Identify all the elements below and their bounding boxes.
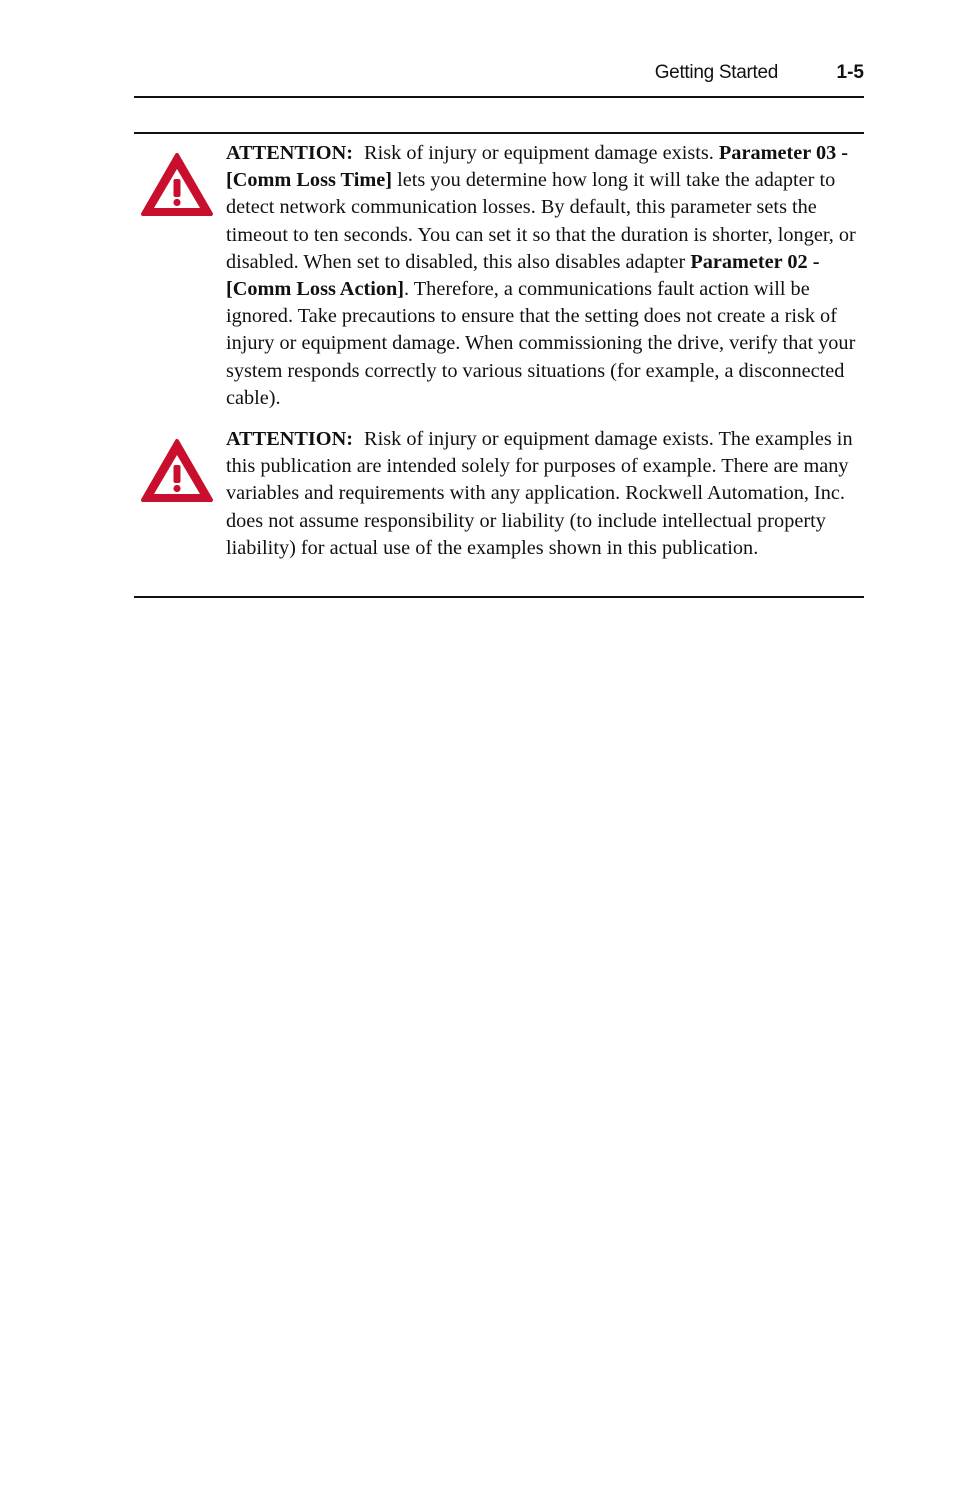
- attention-text-2: [226, 426, 858, 562]
- parameter-reference: Parameter 03 - [Comm Loss Time]: [226, 142, 849, 192]
- warning-triangle-icon: [140, 438, 214, 504]
- page-header: [134, 58, 864, 94]
- notice-text: lets you determine how long it will take the adapter to detect network communication losses. By default, this parameter sets the timeout to ten seconds. You can set it so that the duration is shorter, longer, or disabled. When set to disabled, this also disables adapter: [226, 169, 856, 273]
- attention-label: ATTENTION:: [226, 142, 353, 164]
- attention-label: ATTENTION:: [226, 428, 353, 450]
- attention-box-top-rule: [134, 132, 864, 134]
- page-number: 1-5: [836, 62, 864, 83]
- notice-text: . Therefore, a communications fault action will be ignored. Take precautions to ensure that the setting does not create a risk of injury or equipment damage. When commissioning the drive, verify that your system responds correctly to various situations (for example, a disconnected cable).: [226, 278, 856, 409]
- attention-box-bottom-rule: [134, 596, 864, 598]
- notice-text: Risk of injury or equipment damage exists. The examples in this publication are intended solely for purposes of example. There are many variables and requirements with any application. Rockwell Automation, Inc. does not assume responsibility or liability (to include intellectual property liability) for actual use of the examples shown in this publication.: [226, 428, 853, 559]
- parameter-reference: Parameter 02 - [Comm Loss Action]: [226, 250, 820, 301]
- notice-text: Risk of injury or equipment damage exists.: [364, 142, 714, 164]
- section-title: Getting Started: [654, 62, 778, 83]
- warning-triangle-icon: [140, 152, 214, 218]
- attention-text-1: [226, 140, 858, 412]
- header-rule: [134, 96, 864, 98]
